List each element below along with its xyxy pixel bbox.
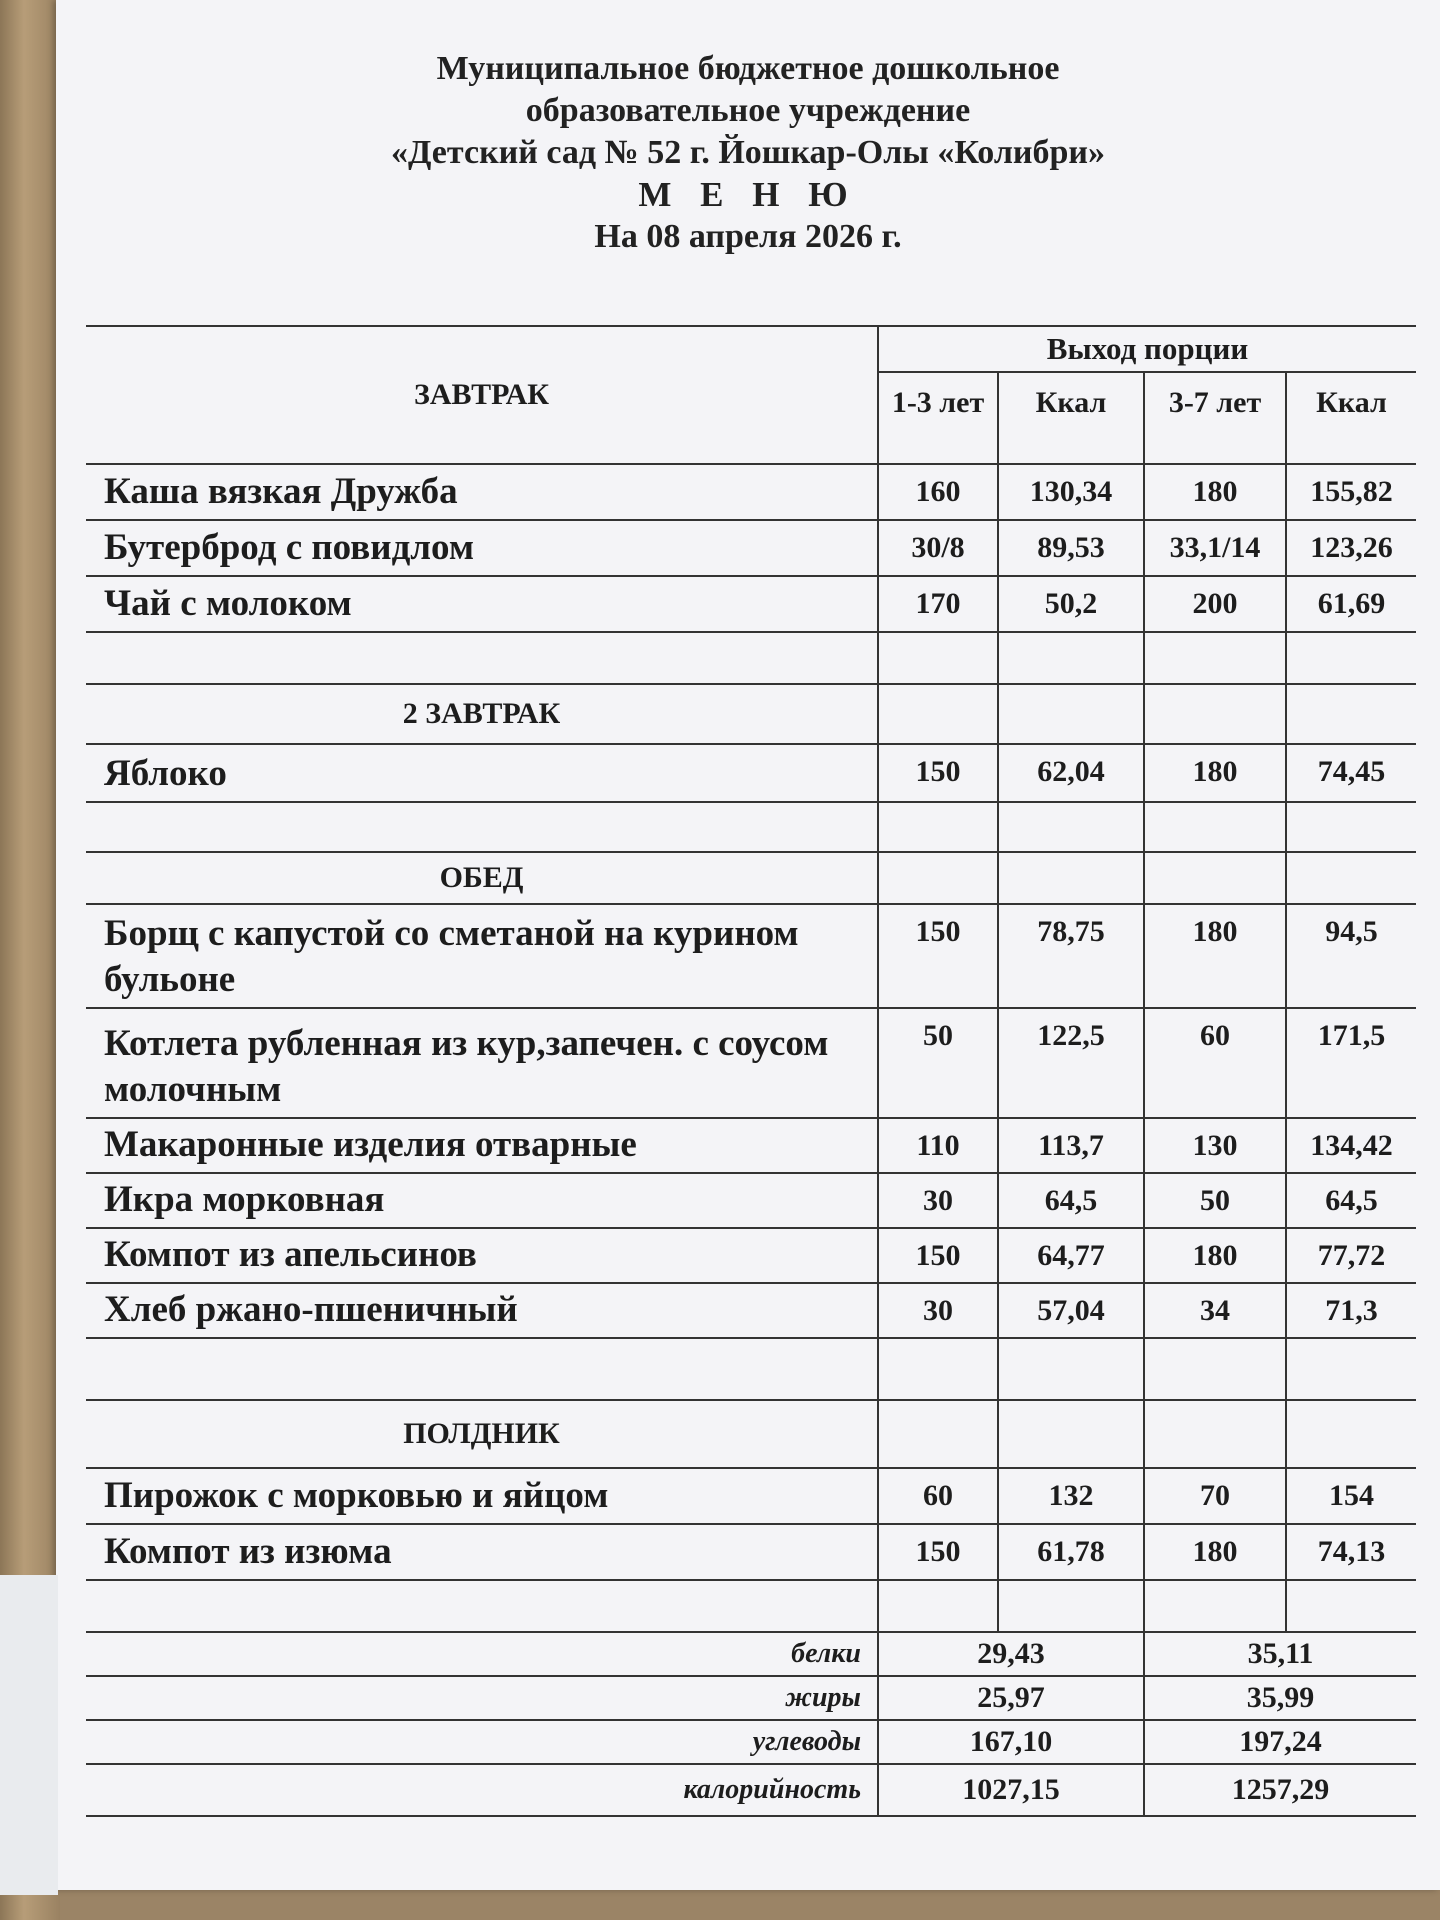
table-header-row [86,326,1416,372]
total-label: углеводы [86,1720,878,1764]
portion-3-7: 200 [1144,576,1286,632]
dish-name: Яблоко [86,744,878,802]
section-row [86,1400,1416,1468]
section-breakfast-2: 2 ЗАВТРАК [86,684,878,744]
table-row [86,744,1416,802]
kcal-3-7: 77,72 [1286,1228,1416,1283]
paper-sticker [0,1575,58,1895]
portion-1-3: 30/8 [878,520,998,576]
dish-name: Пирожок с морковью и яйцом [86,1468,878,1524]
kcal-1-3: 122,5 [998,1008,1144,1118]
dish-name: Бутерброд с повидлом [86,520,878,576]
document-title: М Е Н Ю [638,175,858,214]
header-line-2: образовательное учреждение [525,92,971,129]
column-kcal-2: Ккал [1286,372,1416,464]
section-breakfast: ЗАВТРАК [86,326,878,464]
kcal-3-7: 71,3 [1286,1283,1416,1338]
table-row [86,1118,1416,1173]
column-age-1-3: 1-3 лет [878,372,998,464]
section-snack: ПОЛДНИК [86,1400,878,1468]
total-1-3: 167,10 [878,1720,1144,1764]
portion-3-7: 180 [1144,744,1286,802]
empty-row [86,632,1416,684]
portion-3-7: 180 [1144,1228,1286,1283]
dish-name: Макаронные изделия отварные [86,1118,878,1173]
kcal-3-7: 94,5 [1286,904,1416,1008]
kcal-3-7: 123,26 [1286,520,1416,576]
portion-3-7: 60 [1144,1008,1286,1118]
kcal-3-7: 155,82 [1286,464,1416,520]
portion-3-7: 130 [1144,1118,1286,1173]
header-line-3: «Детский сад № 52 г. Йошкар-Олы «Колибри» [390,134,1106,171]
kcal-1-3: 130,34 [998,464,1144,520]
dish-name: Компот из изюма [86,1524,878,1580]
table-row [86,1283,1416,1338]
portion-1-3: 30 [878,1283,998,1338]
portion-1-3: 150 [878,904,998,1008]
portion-1-3: 160 [878,464,998,520]
table-row [86,904,1416,1008]
portion-3-7: 180 [1144,904,1286,1008]
header-line-1: Муниципальное бюджетное дошкольное [436,50,1060,87]
total-3-7: 35,99 [1144,1676,1416,1720]
empty-row [86,1338,1416,1400]
dish-name: Каша вязкая Дружба [86,464,878,520]
kcal-1-3: 61,78 [998,1524,1144,1580]
portion-1-3: 50 [878,1008,998,1118]
portion-1-3: 110 [878,1118,998,1173]
table-row [86,1468,1416,1524]
table-row [86,1524,1416,1580]
totals-row [86,1632,1416,1676]
totals-row [86,1720,1416,1764]
portion-3-7: 50 [1144,1173,1286,1228]
table-row [86,576,1416,632]
portion-3-7: 180 [1144,464,1286,520]
section-row [86,684,1416,744]
kcal-3-7: 74,45 [1286,744,1416,802]
portion-1-3: 170 [878,576,998,632]
portion-1-3: 150 [878,1524,998,1580]
kcal-3-7: 171,5 [1286,1008,1416,1118]
kcal-1-3: 132 [998,1468,1144,1524]
document-header [56,48,1440,258]
portion-1-3: 30 [878,1173,998,1228]
total-1-3: 29,43 [878,1632,1144,1676]
table-row [86,520,1416,576]
total-3-7: 1257,29 [1144,1764,1416,1816]
empty-row [86,1580,1416,1632]
portion-1-3: 150 [878,744,998,802]
section-lunch: ОБЕД [86,852,878,904]
kcal-1-3: 64,5 [998,1173,1144,1228]
document-date: На 08 апреля 2026 г. [594,218,902,255]
total-label: калорийность [86,1764,878,1816]
kcal-1-3: 78,75 [998,904,1144,1008]
kcal-1-3: 50,2 [998,576,1144,632]
dish-name: Икра морковная [86,1173,878,1228]
portion-3-7: 34 [1144,1283,1286,1338]
kcal-3-7: 134,42 [1286,1118,1416,1173]
menu-table [86,325,1416,1817]
wooden-background-bottom [60,1886,1440,1920]
dish-name: Чай с молоком [86,576,878,632]
totals-row [86,1676,1416,1720]
kcal-1-3: 89,53 [998,520,1144,576]
kcal-3-7: 64,5 [1286,1173,1416,1228]
kcal-1-3: 57,04 [998,1283,1144,1338]
table-row [86,1228,1416,1283]
kcal-1-3: 64,77 [998,1228,1144,1283]
total-3-7: 197,24 [1144,1720,1416,1764]
column-age-3-7: 3-7 лет [1144,372,1286,464]
portion-3-7: 33,1/14 [1144,520,1286,576]
table-row [86,464,1416,520]
kcal-1-3: 62,04 [998,744,1144,802]
portion-1-3: 60 [878,1468,998,1524]
total-label: белки [86,1632,878,1676]
kcal-3-7: 154 [1286,1468,1416,1524]
table-row [86,1173,1416,1228]
column-group-portion: Выход порции [878,326,1416,372]
column-kcal-1: Ккал [998,372,1144,464]
total-1-3: 25,97 [878,1676,1144,1720]
dish-name: Хлеб ржано-пшеничный [86,1283,878,1338]
total-1-3: 1027,15 [878,1764,1144,1816]
dish-name: Котлета рубленная из кур,запечен. с соусом молочным [86,1008,878,1118]
kcal-3-7: 74,13 [1286,1524,1416,1580]
section-row [86,852,1416,904]
total-3-7: 35,11 [1144,1632,1416,1676]
menu-sheet [56,0,1440,1890]
portion-3-7: 70 [1144,1468,1286,1524]
kcal-1-3: 113,7 [998,1118,1144,1173]
table-row [86,1008,1416,1118]
total-label: жиры [86,1676,878,1720]
dish-name: Борщ с капустой со сметаной на курином бульоне [86,904,878,1008]
empty-row [86,802,1416,852]
portion-3-7: 180 [1144,1524,1286,1580]
kcal-3-7: 61,69 [1286,576,1416,632]
portion-1-3: 150 [878,1228,998,1283]
dish-name: Компот из апельсинов [86,1228,878,1283]
totals-row [86,1764,1416,1816]
